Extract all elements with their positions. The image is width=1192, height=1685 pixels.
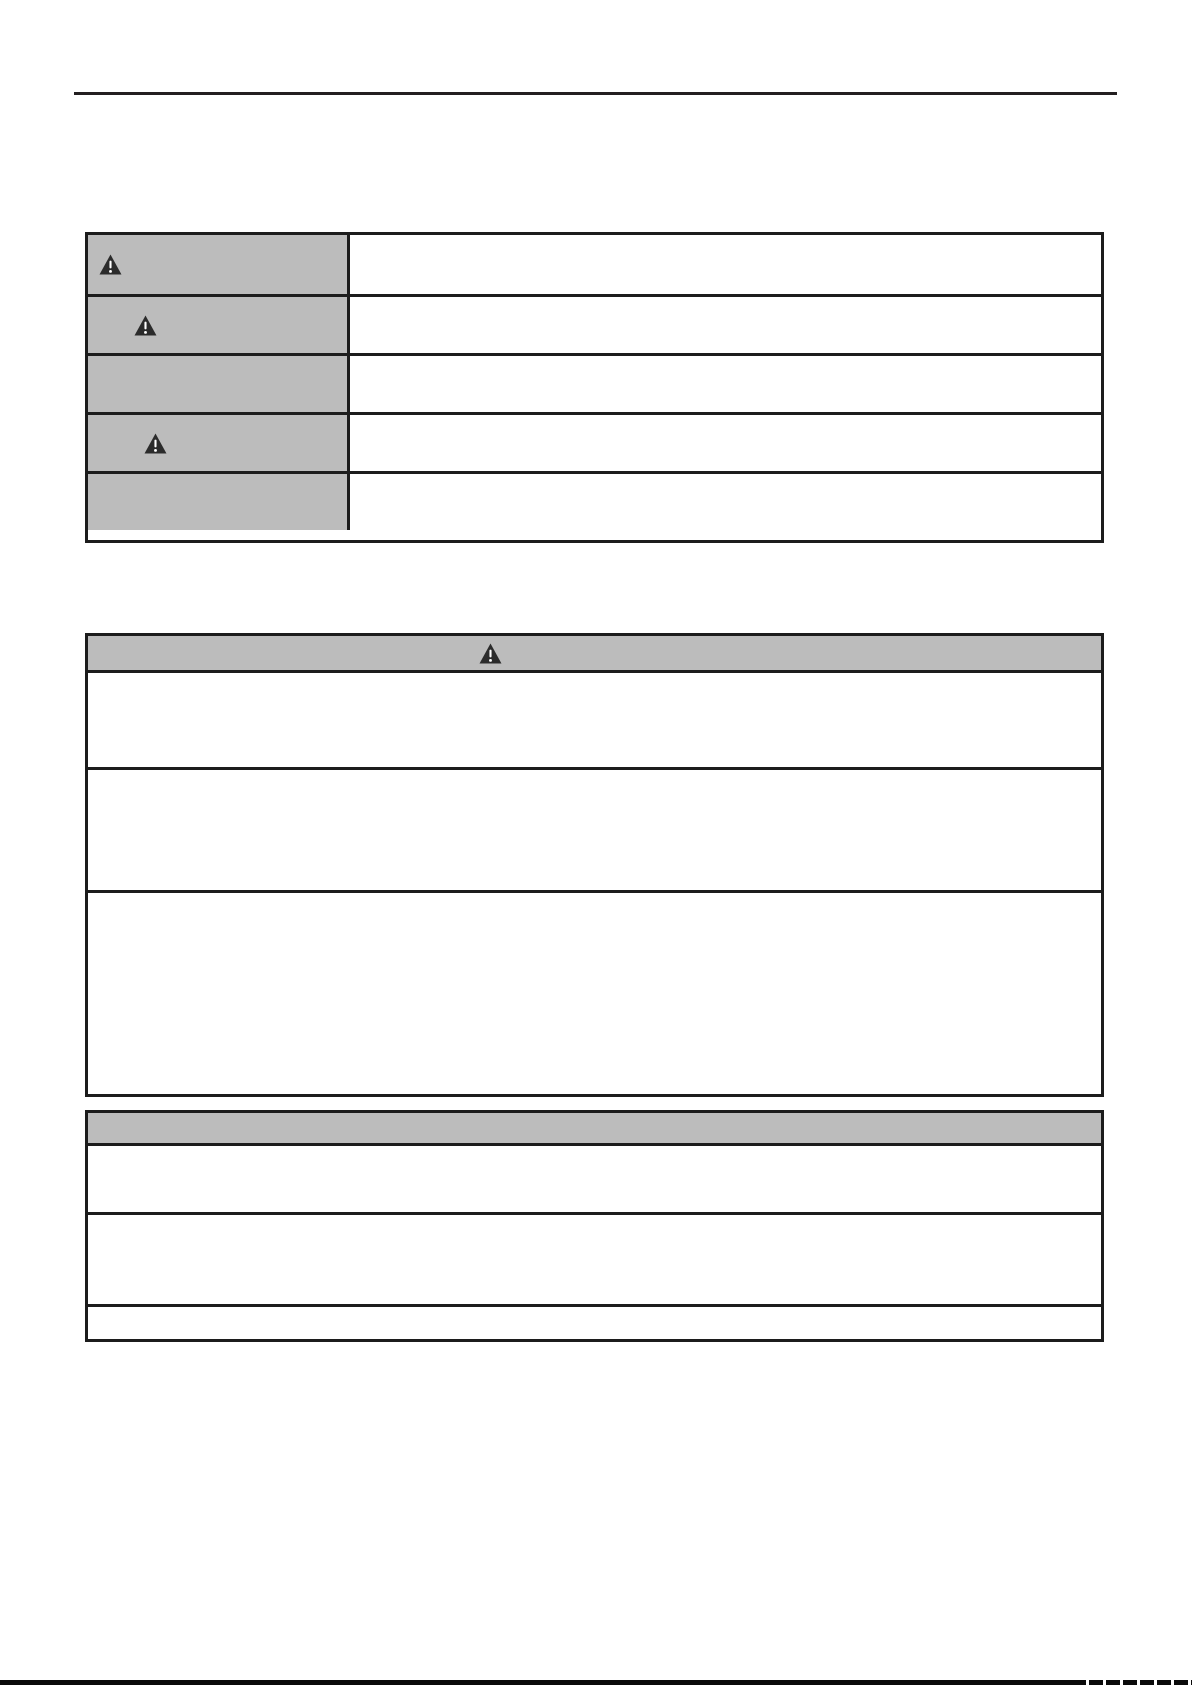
description-cell (350, 297, 1101, 353)
warning-triangle-icon (479, 643, 502, 664)
table-row (88, 1146, 1101, 1212)
signal-word-cell (88, 474, 350, 530)
description-cell (350, 235, 1101, 294)
signal-word-cell (88, 356, 350, 412)
footer-bar-segments (1072, 1680, 1192, 1685)
safety-symbol-legend-table (85, 232, 1104, 543)
table-row (88, 353, 1101, 412)
warning-panel-table (85, 633, 1104, 1097)
description-cell (350, 474, 1101, 530)
notice-panel-header (88, 1113, 1101, 1146)
warning-panel-header (88, 636, 1101, 673)
table-row (88, 471, 1101, 530)
table-row (88, 412, 1101, 471)
table-row (88, 673, 1101, 767)
signal-word-cell (88, 415, 350, 471)
table-row (88, 235, 1101, 294)
table-row (88, 890, 1101, 1094)
table-row (88, 767, 1101, 890)
table-row (88, 294, 1101, 353)
description-cell (350, 356, 1101, 412)
signal-word-cell (88, 235, 350, 294)
warning-triangle-icon (144, 433, 167, 454)
table-row (88, 1304, 1101, 1339)
table-row (88, 1212, 1101, 1304)
warning-triangle-icon (99, 254, 122, 275)
warning-triangle-icon (134, 315, 157, 336)
notice-panel-table (85, 1110, 1104, 1342)
description-cell (350, 415, 1101, 471)
footer-bar (0, 1680, 1192, 1685)
header-rule (74, 92, 1117, 95)
signal-word-cell (88, 297, 350, 353)
